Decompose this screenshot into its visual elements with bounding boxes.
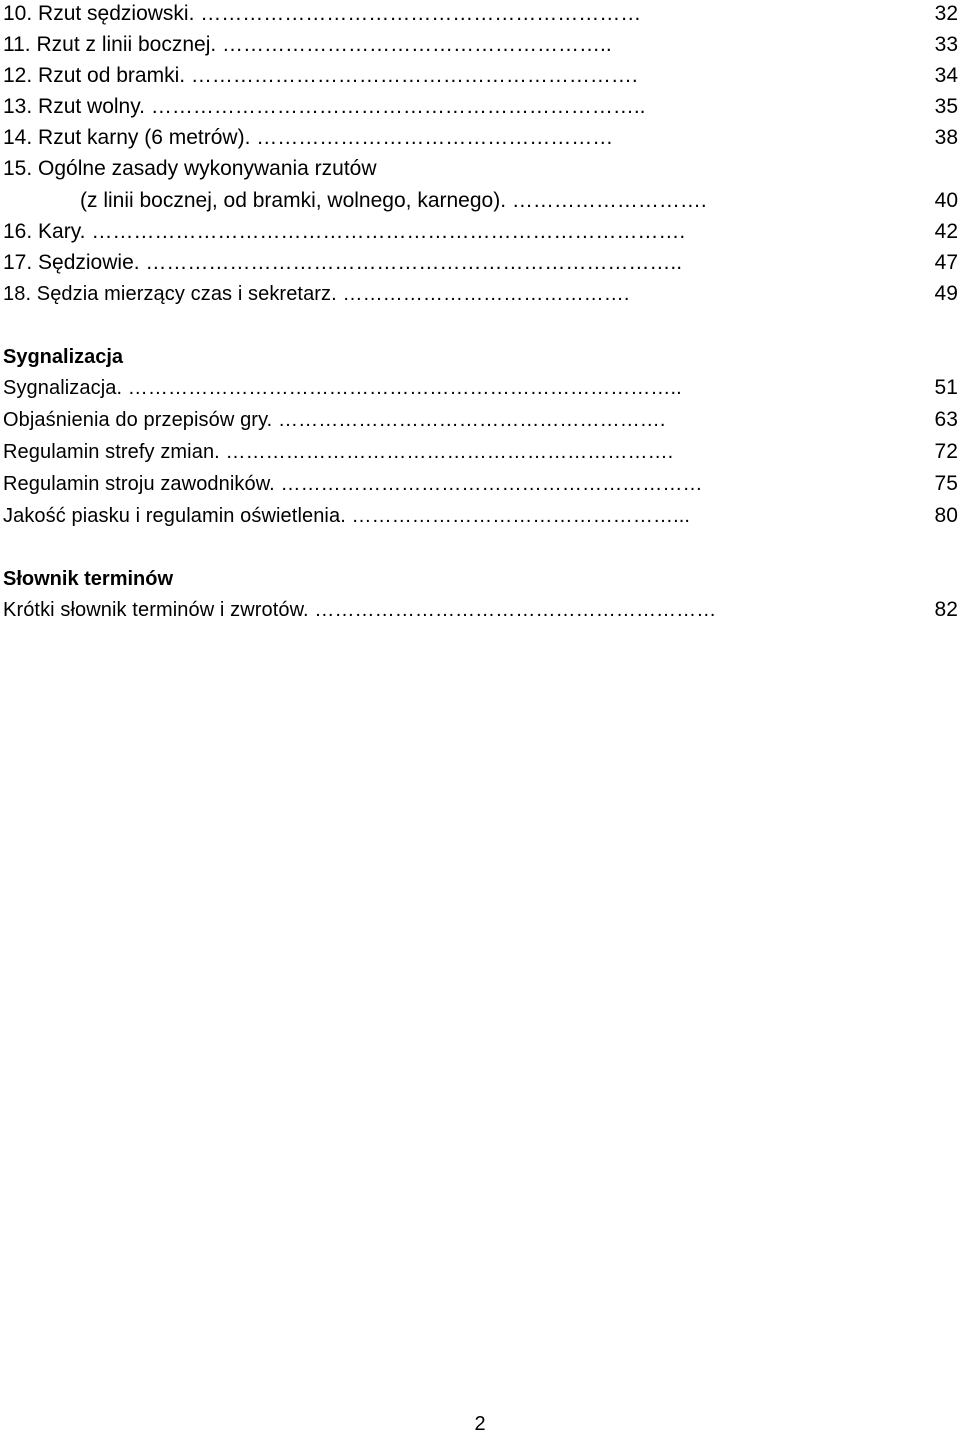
section-heading-glossary: Słownik terminów [3, 568, 174, 590]
toc-entry[interactable] [0, 502, 960, 534]
toc-entry[interactable] [0, 374, 960, 406]
toc-entry-title: Jakość piasku i regulamin oświetlenia. …………………………………………... [3, 505, 691, 527]
toc-entry-page: 35 [934, 95, 958, 118]
toc-entry-page: 33 [934, 33, 958, 56]
section-heading-signaling: Sygnalizacja [3, 346, 124, 368]
toc-entry-title: 12. Rzut od bramki. ………………………………………………………. [3, 64, 638, 87]
toc-entry[interactable] [0, 31, 960, 63]
toc-entry-page: 51 [934, 376, 958, 399]
toc-entry-title: 11. Rzut z linii bocznej. ……………………………………………….. [3, 33, 612, 56]
toc-entry[interactable] [0, 124, 960, 156]
toc-entry-title: Objaśnienia do przepisów gry. …………………………………………………. [3, 409, 666, 431]
toc-entry-page: 42 [934, 220, 958, 243]
toc-entry-page: 34 [934, 64, 958, 87]
toc-entry[interactable] [0, 406, 960, 438]
toc-entry-title: 18. Sędzia mierzący czas i sekretarz. ……………………………………. [3, 283, 630, 305]
toc-entry-page: 49 [934, 282, 958, 305]
toc-entry-title: Krótki słownik terminów i zwrotów. …………………………………………………… [3, 599, 717, 621]
toc-entry-page: 40 [934, 189, 958, 212]
toc-entry-page: 75 [934, 472, 958, 495]
toc-entry[interactable] [0, 62, 960, 94]
toc-entry[interactable] [0, 0, 960, 32]
toc-entry[interactable] [0, 596, 960, 628]
toc-entry-title: 14. Rzut karny (6 metrów). …………………………………………… [3, 126, 614, 149]
toc-entry-title: 13. Rzut wolny. …………………………………………………………….. [3, 95, 646, 118]
toc-entry-title: Regulamin stroju zawodników. ……………………………………………………… [3, 473, 703, 495]
toc-entry-title: 16. Kary. …………………………………………………………………………. [3, 220, 686, 243]
toc-entry-page: 38 [934, 126, 958, 149]
page-number: 2 [474, 1413, 486, 1435]
toc-entry-page: 80 [934, 504, 958, 527]
toc-entry[interactable] [0, 218, 960, 250]
toc-entry-page: 72 [934, 440, 958, 463]
toc-entry[interactable] [0, 280, 960, 312]
toc-entry-title: Sygnalizacja. ……………………………………………………………………….. [3, 377, 682, 399]
toc-entry[interactable] [0, 93, 960, 125]
toc-entry[interactable] [0, 155, 960, 187]
toc-entry-title: 10. Rzut sędziowski. ……………………………………………………… [3, 2, 642, 25]
toc-entry[interactable] [0, 249, 960, 281]
toc-entry-title: 17. Sędziowie. ………………………………………………………………….. [3, 251, 683, 274]
toc-entry[interactable] [0, 438, 960, 470]
toc-entry-title: Regulamin strefy zmian. …………………………………………………………. [3, 441, 674, 463]
toc-entry-title: (z linii bocznej, od bramki, wolnego, karnego). ………………………. [80, 189, 707, 212]
toc-entry-page: 47 [934, 251, 958, 274]
toc-entry-page: 32 [934, 2, 958, 25]
toc-entry-page: 82 [934, 598, 958, 621]
toc-entry[interactable] [0, 187, 960, 219]
toc-entry-title: 15. Ogólne zasady wykonywania rzutów [3, 157, 377, 180]
toc-entry[interactable] [0, 470, 960, 502]
toc-entry-page: 63 [934, 408, 958, 431]
